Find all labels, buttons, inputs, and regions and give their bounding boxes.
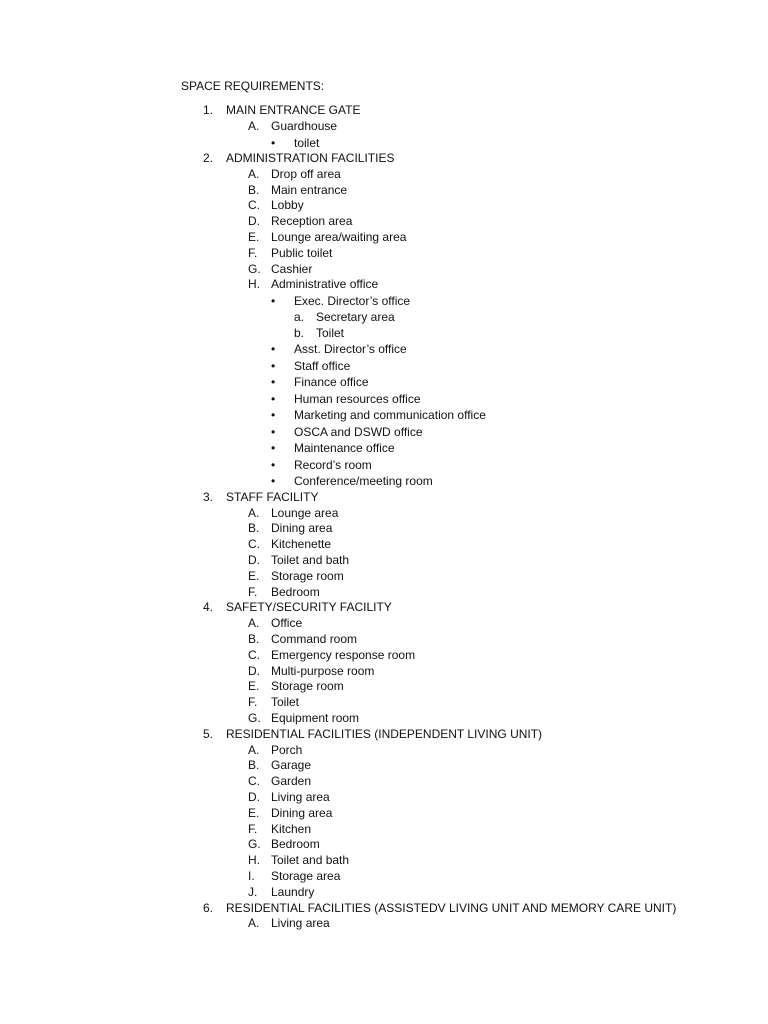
list-marker: 6. [203,900,214,915]
list-item [0,521,768,537]
bullet-icon: • [271,294,276,309]
list-item-label: Exec. Director’s office [294,294,411,309]
list-item-label: Emergency response room [271,647,416,662]
bullet-item [0,424,768,441]
section-heading [0,600,768,616]
list-item-label: Lounge area/waiting area [271,230,407,245]
list-item [0,695,768,711]
bullet-item [0,135,768,152]
list-item-label: SAFETY/SECURITY FACILITY [226,600,392,615]
list-marker: 1. [203,103,214,117]
bullet-item [0,293,768,310]
list-item-label: OSCA and DSWD office [294,424,423,439]
list-item-label: RESIDENTIAL FACILITIES (ASSISTEDV LIVING UNIT AND MEMORY CARE UNIT) [226,900,677,915]
list-item-label: Finance office [294,375,369,390]
list-marker: D. [248,214,260,229]
document-title: SPACE REQUIREMENTS: [181,79,325,93]
list-item-label: Kitchen [271,821,312,836]
list-item [0,119,768,135]
list-marker: G. [248,711,261,726]
list-marker: 2. [203,151,214,166]
list-marker: H. [248,853,260,868]
list-item-label: Office [271,616,303,631]
list-marker: b. [294,325,305,340]
list-marker: F. [248,821,258,836]
list-item-label: Dining area [271,521,333,536]
list-marker: D. [248,790,260,804]
list-item [0,230,768,246]
list-item [0,214,768,230]
list-marker: B. [248,632,260,647]
list-item-label: Toilet and bath [271,853,350,868]
list-item-label: Administrative office [271,277,379,292]
list-marker: 4. [203,600,214,615]
section-heading [0,727,768,743]
list-item-label: Porch [271,742,303,757]
list-item-label: Kitchenette [271,537,332,552]
list-item [0,632,768,648]
bullet-icon: • [271,358,276,373]
list-item-label: Equipment room [271,711,360,726]
list-item-label: Toilet and bath [271,553,350,568]
list-marker: C. [248,198,260,213]
list-item [0,277,768,293]
list-item [0,916,768,932]
list-item [0,758,768,774]
list-item-label: Secretary area [316,309,395,324]
list-marker: A. [248,166,260,181]
list-marker: B. [248,758,260,773]
list-marker: A. [248,616,260,631]
list-item [0,616,768,632]
list-item-label: Reception area [271,214,353,229]
sub-list-item [0,326,768,342]
list-item [0,790,768,806]
list-item [0,679,768,695]
list-item [0,553,768,569]
bullet-icon: • [271,391,276,406]
list-item [0,167,768,183]
list-item [0,262,768,278]
list-item [0,246,768,262]
list-item-label: Toilet [271,695,300,710]
list-item [0,743,768,759]
bullet-icon: • [271,135,276,150]
bullet-icon: • [271,408,276,423]
list-item-label: toilet [294,135,320,150]
list-item-label: RESIDENTIAL FACILITIES (INDEPENDENT LIVING UNIT) [226,726,543,741]
section-heading [0,151,768,167]
list-item-label: Guardhouse [271,118,338,133]
list-item-label: Storage room [271,679,344,694]
list-marker: G. [248,261,261,276]
bullet-item [0,457,768,474]
list-marker: F. [248,584,258,599]
list-item-label: Toilet [316,325,345,340]
section-heading [0,103,768,119]
list-marker: C. [248,774,260,789]
bullet-icon: • [271,457,276,472]
bullet-icon: • [271,342,276,357]
list-item-label: Cashier [271,261,313,276]
list-item [0,506,768,522]
list-marker: H. [248,277,260,292]
list-item-label: Lobby [271,198,304,213]
list-item-label: Lounge area [271,505,339,520]
list-marker: 5. [203,726,214,741]
list-item-label: Dining area [271,805,333,820]
list-item-label: Conference/meeting room [294,474,433,489]
list-item-label: Multi-purpose room [271,663,375,678]
list-item [0,869,768,885]
bullet-item [0,440,768,457]
list-marker: D. [248,663,260,678]
list-item-label: STAFF FACILITY [226,489,319,504]
list-item-label: Asst. Director’s office [294,342,407,357]
list-item [0,664,768,680]
list-marker: E. [248,230,260,245]
list-item-label: MAIN ENTRANCE GATE [226,103,361,117]
list-marker: F. [248,695,258,710]
bullet-item [0,358,768,375]
list-item-label: Garden [271,774,312,789]
list-item [0,198,768,214]
list-marker: a. [294,309,305,324]
list-marker: E. [248,679,260,694]
list-marker: A. [248,742,260,757]
list-marker: A. [248,505,260,520]
list-item-label: Garage [271,758,312,773]
list-marker: B. [248,521,260,536]
list-item [0,537,768,553]
list-item-label: Maintenance office [294,441,395,456]
list-item [0,837,768,853]
list-marker: B. [248,182,260,197]
list-marker: A. [248,118,260,133]
list-marker: G. [248,837,261,852]
list-marker: E. [248,568,260,583]
list-marker: 3. [203,489,214,504]
list-marker: F. [248,245,258,260]
list-item [0,822,768,838]
list-marker: C. [248,647,260,662]
list-item-label: Drop off area [271,166,341,181]
list-item-label: Storage area [271,868,341,883]
list-item-label: Living area [271,790,330,804]
list-item-label: Staff office [294,358,351,373]
bullet-item [0,374,768,391]
space-requirements-outline [0,103,768,932]
list-item-label: Bedroom [271,584,320,599]
list-item [0,774,768,790]
list-item-label: ADMINISTRATION FACILITIES [226,151,395,166]
bullet-item [0,391,768,408]
list-item-label: Bedroom [271,837,320,852]
list-item [0,569,768,585]
list-item [0,885,768,901]
section-heading [0,901,768,917]
bullet-icon: • [271,375,276,390]
list-item-label: Main entrance [271,182,348,197]
list-item-label: Laundry [271,884,315,899]
list-item-label: Storage room [271,568,344,583]
list-marker: C. [248,537,260,552]
bullet-icon: • [271,424,276,439]
section-heading [0,490,768,506]
list-item-label: Human resources office [294,391,421,406]
list-item [0,853,768,869]
list-item-label: Record’s room [294,457,372,472]
list-item-label: Living area [271,916,330,931]
list-item-label: Marketing and communication office [294,408,486,423]
list-item [0,183,768,199]
sub-list-item [0,310,768,326]
bullet-icon: • [271,441,276,456]
bullet-item [0,341,768,358]
list-item [0,648,768,664]
list-item-label: Public toilet [271,245,333,260]
list-marker: E. [248,805,260,820]
list-item [0,711,768,727]
bullet-item [0,473,768,490]
list-marker: D. [248,553,260,568]
list-marker: A. [248,916,260,931]
list-item [0,585,768,601]
list-marker: I. [248,868,255,883]
list-marker: J. [248,884,258,899]
bullet-item [0,407,768,424]
bullet-icon: • [271,474,276,489]
list-item-label: Command room [271,632,358,647]
list-item [0,806,768,822]
